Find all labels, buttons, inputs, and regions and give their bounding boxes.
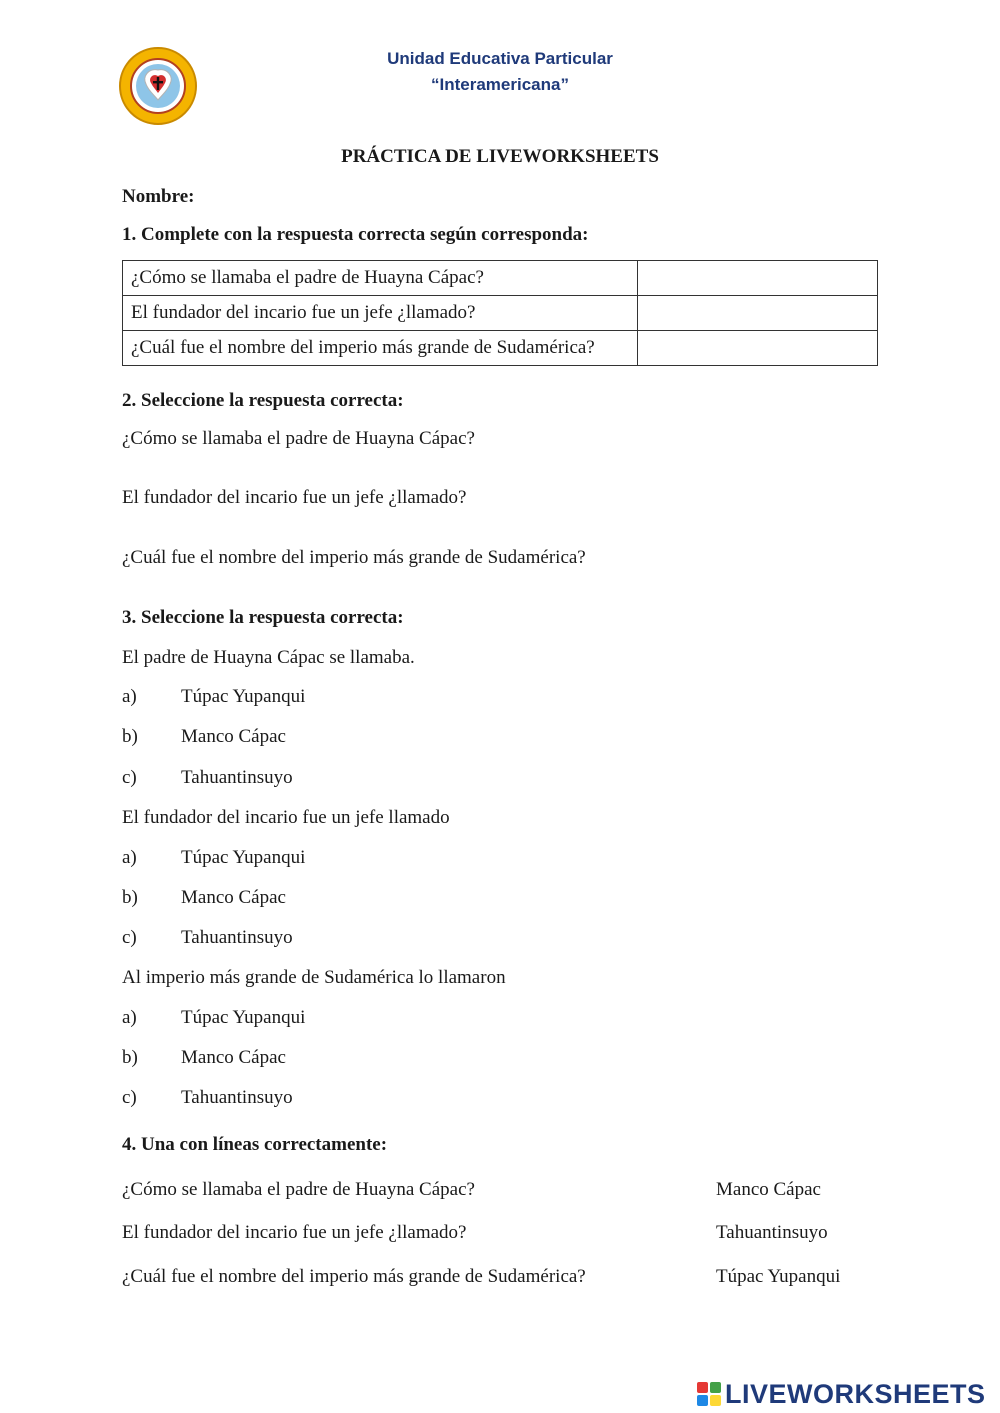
match-right-item[interactable]: Túpac Yupanqui	[716, 1266, 841, 1287]
answer-cell[interactable]	[638, 261, 878, 296]
option-text[interactable]: Manco Cápac	[181, 1047, 286, 1068]
match-right-item[interactable]: Manco Cápac	[716, 1179, 821, 1200]
section-3-question: El fundador del incario fue un jefe llamado	[122, 807, 450, 828]
name-label: Nombre:	[122, 186, 195, 207]
section-2-question: ¿Cuál fue el nombre del imperio más grande de Sudamérica?	[122, 547, 586, 568]
option-text[interactable]: Túpac Yupanqui	[181, 1007, 306, 1028]
school-name-line1: Unidad Educativa Particular	[387, 49, 613, 68]
match-left-item[interactable]: ¿Cuál fue el nombre del imperio más grande de Sudamérica?	[122, 1266, 586, 1287]
option-letter: c)	[122, 1087, 137, 1108]
question-cell: El fundador del incario fue un jefe ¿llamado?	[123, 296, 638, 331]
option-text[interactable]: Manco Cápac	[181, 726, 286, 747]
match-right-item[interactable]: Tahuantinsuyo	[716, 1222, 828, 1243]
option-letter: b)	[122, 887, 138, 908]
table-row	[123, 261, 878, 296]
table-row	[123, 331, 878, 366]
option-text[interactable]: Tahuantinsuyo	[181, 1087, 293, 1108]
section-3-heading: 3. Seleccione la respuesta correcta:	[122, 607, 404, 628]
match-left-item[interactable]: El fundador del incario fue un jefe ¿llamado?	[122, 1222, 467, 1243]
section-4-heading: 4. Una con líneas correctamente:	[122, 1134, 388, 1155]
section-2-question: El fundador del incario fue un jefe ¿llamado?	[122, 487, 467, 508]
option-letter: c)	[122, 767, 137, 788]
option-letter: a)	[122, 686, 137, 707]
brand-logo-icon	[697, 1382, 721, 1406]
option-text[interactable]: Manco Cápac	[181, 887, 286, 908]
section-3-question: El padre de Huayna Cápac se llamaba.	[122, 647, 415, 668]
question-cell: ¿Cuál fue el nombre del imperio más grande de Sudamérica?	[123, 331, 638, 366]
section-2-question: ¿Cómo se llamaba el padre de Huayna Cápac?	[122, 428, 475, 449]
section-1-table	[122, 260, 878, 366]
option-letter: b)	[122, 1047, 138, 1068]
option-text[interactable]: Tahuantinsuyo	[181, 927, 293, 948]
liveworksheets-brand	[697, 1378, 986, 1410]
section-1-heading: 1. Complete con la respuesta correcta según corresponda:	[122, 224, 589, 245]
option-letter: b)	[122, 726, 138, 747]
table-row	[123, 296, 878, 331]
answer-cell[interactable]	[638, 331, 878, 366]
option-text[interactable]: Tahuantinsuyo	[181, 767, 293, 788]
option-text[interactable]: Túpac Yupanqui	[181, 686, 306, 707]
match-left-item[interactable]: ¿Cómo se llamaba el padre de Huayna Cápac?	[122, 1179, 475, 1200]
school-name-line2: “Interamericana”	[431, 75, 569, 94]
option-letter: a)	[122, 1007, 137, 1028]
brand-text: LIVEWORKSHEETS	[725, 1378, 986, 1409]
section-2-heading: 2. Seleccione la respuesta correcta:	[122, 390, 404, 411]
option-letter: c)	[122, 927, 137, 948]
option-text[interactable]: Túpac Yupanqui	[181, 847, 306, 868]
school-logo	[118, 46, 198, 126]
option-letter: a)	[122, 847, 137, 868]
page-title: PRÁCTICA DE LIVEWORKSHEETS	[341, 146, 659, 167]
answer-cell[interactable]	[638, 296, 878, 331]
question-cell: ¿Cómo se llamaba el padre de Huayna Cápac?	[123, 261, 638, 296]
section-3-question: Al imperio más grande de Sudamérica lo llamaron	[122, 967, 506, 988]
